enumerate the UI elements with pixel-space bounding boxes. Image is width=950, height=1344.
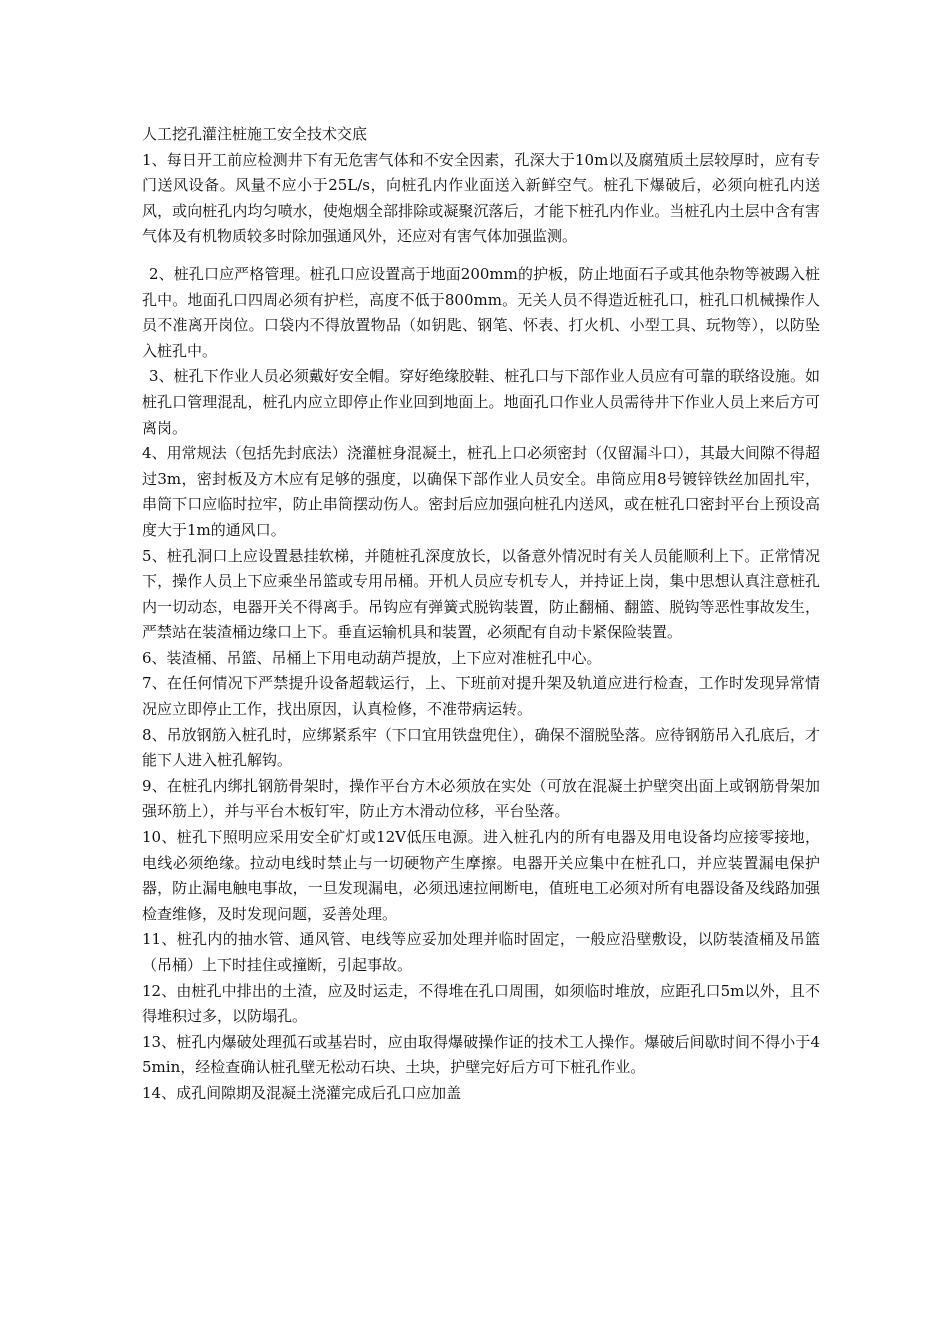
paragraph-8: 8、吊放钢筋入桩孔时，应绑紧系牢（下口宜用铁盘兜住），确保不溜脱坠落。应待钢筋吊入孔底后，才能下人进入桩孔解钩。 bbox=[142, 725, 820, 770]
paragraph-11: 11、桩孔内的抽水管、通风管、电线等应妥加处理并临时固定，一般应沿壁敷设，以防装渣桶及吊篮（吊桶）上下时挂住或撞断，引起事故。 bbox=[142, 930, 820, 974]
document-title: 人工挖孔灌注桩施工安全技术交底 bbox=[142, 125, 368, 143]
paragraph-3: 3、桩孔下作业人员必须戴好安全帽。穿好绝缘胶鞋、桩孔口与下部作业人员应有可靠的联络设施。如桩孔口管理混乱，桩孔内应立即停止作业回到地面上。地面孔口作业人员需待井下作业人员上来后方可离岗。 bbox=[142, 367, 820, 437]
paragraph-7: 7、在任何情况下严禁提升设备超载运行，上、下班前对提升架及轨道应进行检查，工作时发现异常情况应立即停止工作，找出原因，认真检修，不准带病运转。 bbox=[142, 674, 820, 719]
document-page bbox=[142, 122, 820, 1107]
paragraph-gap bbox=[142, 250, 820, 262]
paragraph-5: 5、桩孔洞口上应设置悬挂软梯，并随桩孔深度放长，以备意外情况时有关人员能顺利上下。正常情况下，操作人员上下应乘坐吊篮或专用吊桶。开机人员应专机专人，并持证上岗，集中思想认真注意桩孔内一切动态，电器开关不得离手。吊钩应有弹簧式脱钩装置，防止翻桶、翻篮、脱钩等恶性事故发生，严禁站在装渣桶边缘口上下。垂直运输机具和装置，必须配有自动卡紧保险装置。 bbox=[142, 546, 820, 642]
paragraph-2: 2、桩孔口应严格管理。桩孔口应设置高于地面200mm的护板，防止地面石子或其他杂物等被踢入桩孔中。地面孔口四周必须有护栏，高度不低于800mm。无关人员不得造近桩孔口，桩孔口机械操作人员不准离开岗位。口袋内不得放置物品（如钥匙、钢笔、怀表、打火机、小型工具、玩物等），以防坠入桩孔中。 bbox=[142, 264, 820, 360]
paragraph-10: 10、桩孔下照明应采用安全矿灯或12V低压电源。进入桩孔内的所有电器及用电设备均应接零接地，电线必须绝缘。拉动电线时禁止与一切硬物产生摩擦。电器开关应集中在桩孔口，并应装置漏电保护器，防止漏电触电事故，一旦发现漏电，必须迅速拉闸断电，值班电工必须对所有电器设备及线路加强检查维修，及时发现问题，妥善处理。 bbox=[142, 828, 820, 923]
paragraph-6: 6、装渣桶、吊篮、吊桶上下用电动葫芦提放，上下应对准桩孔中心。 bbox=[142, 648, 602, 667]
paragraph-4: 4、用常规法（包括先封底法）浇灌桩身混凝土，桩孔上口必须密封（仅留漏斗口），其最大间隙不得超过3m，密封板及方木应有足够的强度，以确保下部作业人员安全。串筒应用8号镀锌铁丝加固扎牢，串筒下口应临时拉牢，防止串筒摆动伤人。密封后应加强向桩孔内送风，或在桩孔口密封平台上预设高度大于1m的通风口。 bbox=[142, 444, 820, 539]
paragraph-12: 12、由桩孔中排出的土渣，应及时运走，不得堆在孔口周围，如须临时堆放，应距孔口5m以外，且不得堆积过多，以防塌孔。 bbox=[142, 981, 820, 1026]
paragraph-13: 13、桩孔内爆破处理孤石或基岩时，应由取得爆破操作证的技术工人操作。爆破后间歇时间不得小于45min，经检查确认桩孔壁无松动石块、土块，护壁完好后方可下桩孔作业。 bbox=[142, 1032, 820, 1077]
paragraph-9: 9、在桩孔内绑扎钢筋骨架时，操作平台方木必须放在实处（可放在混凝土护壁突出面上或钢筋骨架加强环筋上），并与平台木板钉牢，防止方木滑动位移，平台坠落。 bbox=[142, 776, 820, 821]
paragraph-1: 1、每日开工前应检测井下有无危害气体和不安全因素，孔深大于10m以及腐殖质土层较厚时，应有专门送风设备。风量不应小于25L/s，向桩孔内作业面送入新鲜空气。桩孔下爆破后，必须向桩孔内送风，或向桩孔内均匀喷水，使炮烟全部排除或凝聚沉落后，才能下桩孔内作业。当桩孔内土层中含有害气体及有机物质较多时除加强通风外，还应对有害气体加强监测。 bbox=[142, 150, 820, 246]
paragraph-14: 14、成孔间隙期及混凝土浇灌完成后孔口应加盖 bbox=[142, 1083, 462, 1102]
